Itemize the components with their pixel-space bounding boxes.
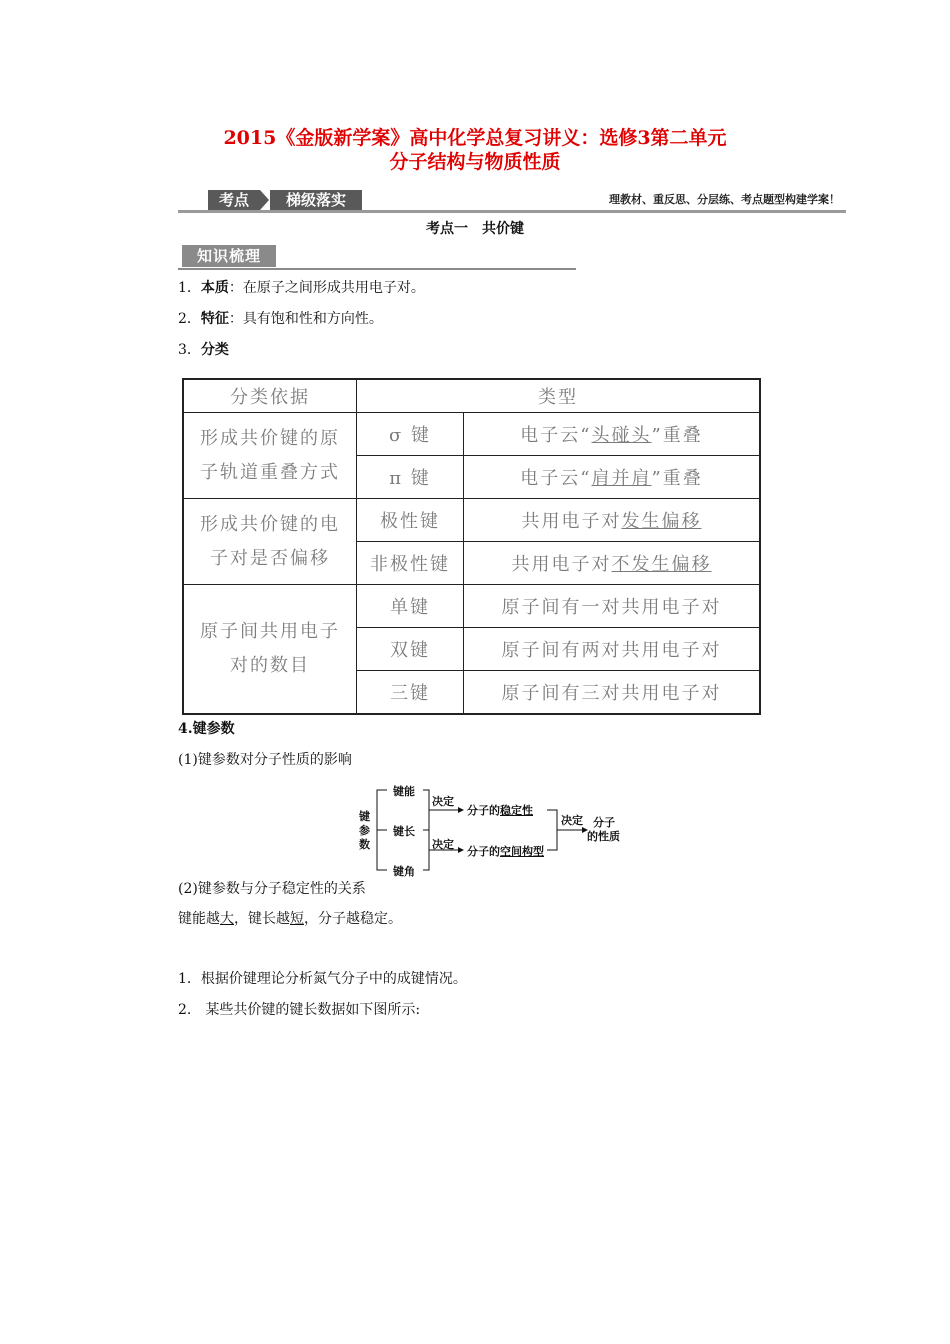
type-desc: 共用电子对发生偏移: [464, 499, 761, 542]
diagram-property-2: 的性质: [587, 830, 620, 843]
diagram-decide-2: 决定: [432, 838, 454, 851]
type-desc: 共用电子对不发生偏移: [464, 542, 761, 585]
question-2: 2. 某些共价键的键长数据如下图所示:: [178, 1002, 421, 1018]
type-name: π 键: [357, 456, 464, 499]
item-1: 1．本质：在原子之间形成共用电子对。: [178, 280, 425, 296]
diagram-decide-1: 决定: [432, 795, 454, 808]
bond-params-heading: 4.键参数: [178, 721, 235, 737]
type-desc: 原子间有三对共用电子对: [464, 671, 761, 715]
diagram-node-energy: 键能: [393, 785, 415, 798]
diagram-root-3: 数: [359, 838, 370, 851]
classification-table: [182, 378, 761, 715]
bond-params-sub1: (1)键参数对分子性质的影响: [178, 752, 352, 768]
type-name: 单键: [357, 585, 464, 628]
type-name: 极性键: [357, 499, 464, 542]
bond-parameter-diagram: [355, 780, 635, 880]
diagram-root-1: 键: [359, 810, 370, 823]
diagram-node-angle: 键角: [393, 865, 415, 878]
knowledge-box: [178, 243, 576, 271]
type-desc: 电子云“肩并肩”重叠: [464, 456, 761, 499]
section-banner: [178, 188, 846, 214]
banner-tag-tiji: 梯级落实: [270, 190, 362, 210]
type-desc: 原子间有一对共用电子对: [464, 585, 761, 628]
basis-cell: 原子间共用电子 对的数目: [183, 585, 357, 715]
header-type: 类型: [357, 379, 761, 413]
document-title-line-2: 分子结构与物质性质: [389, 151, 561, 173]
diagram-spatial: 分子的空间构型: [467, 845, 544, 858]
type-name: 非极性键: [357, 542, 464, 585]
banner-slogan: 理教材、重反思、分层练、考点题型构建学案！: [609, 193, 840, 206]
type-name: σ 键: [357, 413, 464, 456]
banner-rule: [178, 210, 846, 213]
diagram-decide-3: 决定: [561, 814, 583, 827]
knowledge-box-label: 知识梳理: [182, 245, 276, 267]
type-desc: 电子云“头碰头”重叠: [464, 413, 761, 456]
diagram-property-1: 分子: [593, 816, 615, 829]
basis-cell: 形成共价键的电 子对是否偏移: [183, 499, 357, 585]
item-2: 2．特征：具有饱和性和方向性。: [178, 311, 383, 327]
diagram-node-length: 键长: [393, 825, 415, 838]
bond-params-sub2: (2)键参数与分子稳定性的关系: [178, 881, 366, 897]
basis-cell: 形成共价键的原 子轨道重叠方式: [183, 413, 357, 499]
header-basis: 分类依据: [183, 379, 357, 413]
type-name: 双键: [357, 628, 464, 671]
table-header-row: [183, 379, 760, 413]
diagram-root-2: 参: [359, 824, 370, 837]
question-1: 1．根据价键理论分析氮气分子中的成键情况。: [178, 971, 467, 987]
banner-tag-kaodian: 考点: [208, 190, 260, 210]
table-row: [183, 413, 760, 456]
knowledge-box-rule: [178, 268, 576, 270]
diagram-stability: 分子的稳定性: [467, 804, 533, 817]
item-3: 3．分类: [178, 342, 229, 358]
type-name: 三键: [357, 671, 464, 715]
type-desc: 原子间有两对共用电子对: [464, 628, 761, 671]
section-heading: 考点一 共价键: [426, 221, 524, 237]
table-row: [183, 499, 760, 542]
document-title-line-1: 2015《金版新学案》高中化学总复习讲义：选修3第二单元: [223, 127, 727, 149]
table-row: [183, 585, 760, 628]
bond-stability-relation: 键能越大，键长越短，分子越稳定。: [178, 911, 402, 927]
